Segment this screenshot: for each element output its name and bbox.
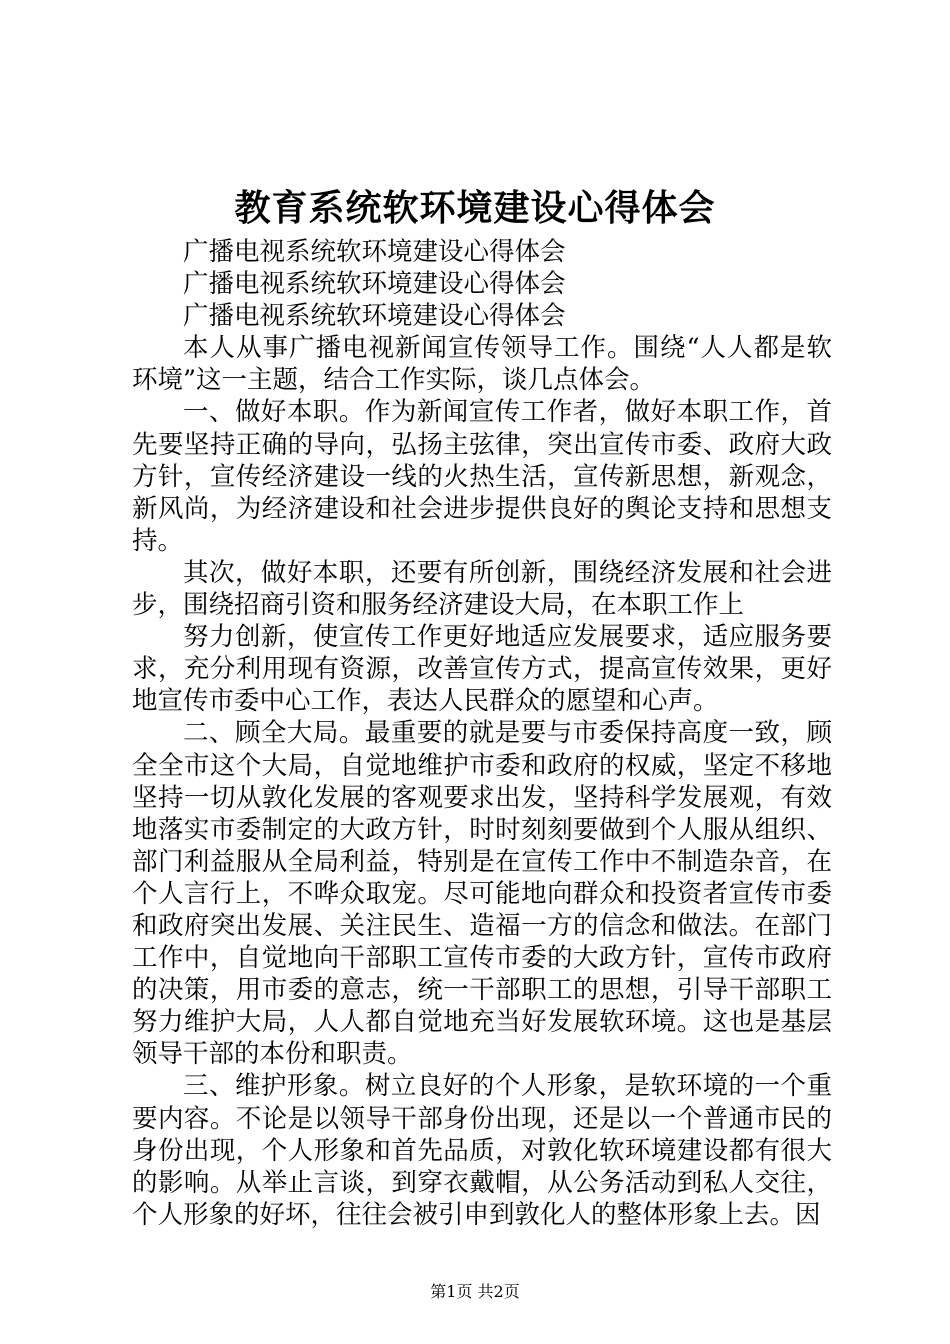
body-paragraph: 二、顾全大局。最重要的就是要与市委保持高度一致，顾全全市这个大局，自觉地维护市委和政府的权威，坚定不移地坚持一切从敦化发展的客观要求出发，坚持科学发展观，有效地落实市委制定的大政方针，时时刻刻要做到个人服从组织、部门利益服从全局利益，特别是在宣传工作中不制造杂音，在个人言行上，不哗众取宠。尽可能地向群众和投资者宣传市委和政府突出发展、关注民生、造福一方的信念和做法。在部门工作中，自觉地向干部职工宣传市委的大政方针，宣传市政府的决策，用市委的意志，统一干部职工的思想，引导干部职工努力维护大局，人人都自觉地充当好发展软环境。这也是基层领导干部的本份和职责。 <box>132 718 832 1070</box>
document-title: 教育系统软环境建设心得体会 <box>234 188 716 229</box>
subtitle-line: 广播电视系统软环境建设心得体会 <box>183 269 566 300</box>
body-paragraph: 其次，做好本职，还要有所创新，围绕经济发展和社会进步，围绕招商引资和服务经济建设大局，在本职工作上 <box>132 557 832 621</box>
document-body <box>132 236 832 1231</box>
body-paragraph: 三、维护形象。树立良好的个人形象，是软环境的一个重要内容。不论是以领导干部身份出现，还是以一个普通市民的身份出现，个人形象和首先品质，对敦化软环境建设都有很大的影响。从举止言谈，到穿衣戴帽，从公务活动到私人交往，个人形象的好坏，往往会被引申到敦化人的整体形象上去。因 <box>132 1071 832 1230</box>
subtitle-line: 广播电视系统软环境建设心得体会 <box>183 237 566 267</box>
body-paragraph: 一、做好本职。作为新闻宣传工作者，做好本职工作，首先要坚持正确的导向，弘扬主弦律，突出宣传市委、政府大政方针，宣传经济建设一线的火热生活，宣传新思想，新观念，新风尚，为经济建设和社会进步提供良好的舆论支持和思想支持。 <box>132 397 832 556</box>
body-paragraph: 本人从事广播电视新闻宣传领导工作。围绕“人人都是软环境”这一主题，结合工作实际，谈几点体会。 <box>132 333 832 396</box>
subtitle-line: 广播电视系统软环境建设心得体会 <box>183 301 566 332</box>
page-number-footer: 第1页 共2页 <box>430 1282 520 1301</box>
body-paragraph: 努力创新，使宣传工作更好地适应发展要求，适应服务要求，充分利用现有资源，改善宣传方式，提高宣传效果，更好地宣传市委中心工作，表达人民群众的愿望和心声。 <box>132 622 832 717</box>
